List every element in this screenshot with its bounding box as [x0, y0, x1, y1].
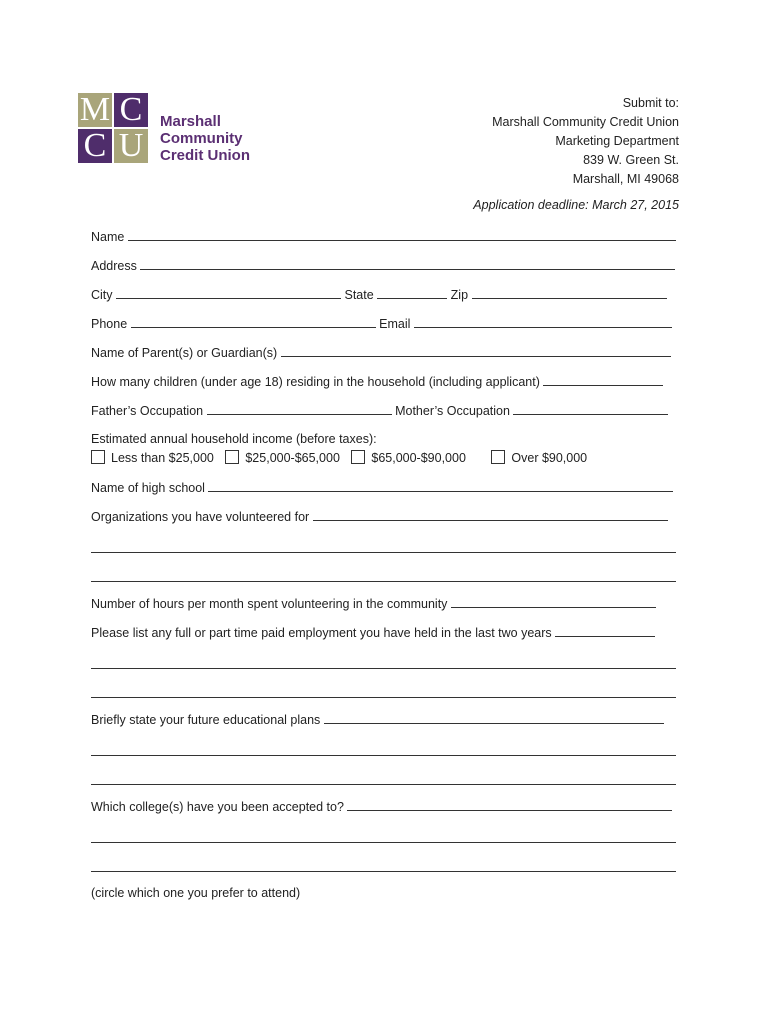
phone-field[interactable]	[131, 316, 376, 328]
colleges-line-3[interactable]	[91, 871, 676, 872]
hours-row	[91, 596, 656, 611]
submit-label: Submit to:	[622, 96, 679, 110]
children-field[interactable]	[543, 374, 663, 386]
employment-row	[91, 625, 655, 640]
employment-field[interactable]	[555, 625, 655, 637]
city-field[interactable]	[116, 287, 341, 299]
phone-label: Phone	[91, 317, 128, 331]
logo-name-line1: Marshall Community	[160, 113, 243, 147]
employment-label: Please list any full or part time paid employment you have held in the last two years	[91, 626, 552, 640]
submit-city: Marshall, MI 49068	[572, 172, 679, 186]
organizations-row	[91, 509, 668, 524]
mother-label: Mother’s Occupation	[395, 404, 510, 418]
father-field[interactable]	[207, 403, 392, 415]
email-field[interactable]	[414, 316, 672, 328]
logo-name-line2: Credit Union	[160, 147, 250, 164]
phone-row	[91, 316, 672, 331]
hours-label: Number of hours per month spent volunteering in the community	[91, 597, 448, 611]
logo-name	[160, 113, 278, 164]
checkbox-icon[interactable]	[225, 450, 239, 464]
zip-label: Zip	[450, 288, 469, 302]
parents-row	[91, 345, 671, 360]
checkbox-icon[interactable]	[351, 450, 365, 464]
state-field[interactable]	[377, 287, 447, 299]
income-label: Estimated annual household income (before taxes):	[91, 432, 377, 446]
children-row	[91, 374, 663, 389]
city-label: City	[91, 288, 113, 302]
occupation-row	[91, 403, 668, 418]
mccu-logo	[78, 93, 278, 168]
plans-field[interactable]	[324, 712, 664, 724]
submit-org: Marshall Community Credit Union	[492, 115, 679, 129]
parents-field[interactable]	[281, 345, 671, 357]
colleges-row	[91, 799, 672, 814]
highschool-label: Name of high school	[91, 481, 205, 495]
parents-label: Name of Parent(s) or Guardian(s)	[91, 346, 278, 360]
name-field[interactable]	[128, 229, 676, 241]
income-option-2[interactable]: $25,000-$65,000	[225, 450, 340, 465]
checkbox-icon[interactable]	[491, 450, 505, 464]
employment-line-3[interactable]	[91, 697, 676, 698]
zip-field[interactable]	[472, 287, 667, 299]
income-option-3[interactable]: $65,000-$90,000	[351, 450, 466, 465]
address-field[interactable]	[140, 258, 675, 270]
children-label: How many children (under age 18) residing in the household (including applicant)	[91, 375, 540, 389]
state-label: State	[344, 288, 374, 302]
name-row	[91, 229, 676, 244]
colleges-label: Which college(s) have you been accepted to?	[91, 800, 344, 814]
income-option-4[interactable]: Over $90,000	[491, 450, 587, 465]
address-row	[91, 258, 675, 273]
colleges-field[interactable]	[347, 799, 672, 811]
plans-row	[91, 712, 664, 727]
checkbox-icon[interactable]	[91, 450, 105, 464]
city-row	[91, 287, 667, 302]
logo-letter-c2: C	[78, 129, 112, 163]
colleges-line-2[interactable]	[91, 842, 676, 843]
income-options	[91, 450, 595, 465]
email-label: Email	[379, 317, 411, 331]
highschool-row	[91, 480, 673, 495]
submit-address	[492, 94, 679, 189]
deadline: Application deadline: March 27, 2015	[473, 198, 679, 212]
plans-line-2[interactable]	[91, 755, 676, 756]
organizations-line-2[interactable]	[91, 552, 676, 553]
submit-dept: Marketing Department	[555, 134, 679, 148]
hours-field[interactable]	[451, 596, 656, 608]
mother-field[interactable]	[513, 403, 668, 415]
organizations-label: Organizations you have volunteered for	[91, 510, 310, 524]
income-option-1[interactable]: Less than $25,000	[91, 450, 214, 465]
name-label: Name	[91, 230, 125, 244]
plans-label: Briefly state your future educational plans	[91, 713, 321, 727]
logo-letter-m: M	[79, 91, 111, 128]
highschool-field[interactable]	[208, 480, 673, 492]
logo-letter-u: U	[114, 129, 148, 163]
address-label: Address	[91, 259, 137, 273]
submit-street: 839 W. Green St.	[583, 153, 679, 167]
organizations-line-3[interactable]	[91, 581, 676, 582]
employment-line-2[interactable]	[91, 668, 676, 669]
circle-note: (circle which one you prefer to attend)	[91, 886, 301, 900]
organizations-field[interactable]	[313, 509, 668, 521]
plans-line-3[interactable]	[91, 784, 676, 785]
logo-letter-c: C	[114, 93, 148, 127]
father-label: Father’s Occupation	[91, 404, 204, 418]
